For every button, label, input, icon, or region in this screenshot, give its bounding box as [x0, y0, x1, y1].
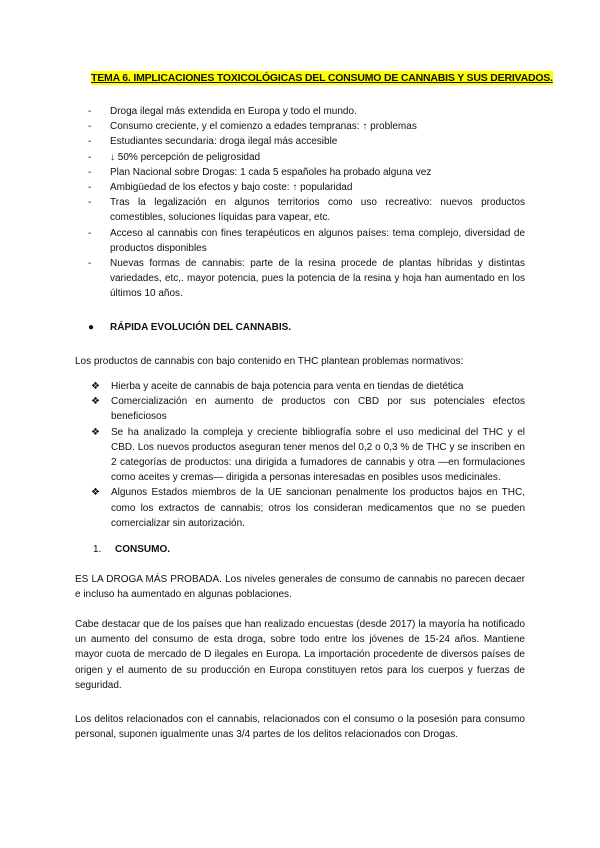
bullet-dot-icon: ●	[88, 322, 95, 333]
list-item: - Tras la legalización en algunos territorios como uso recreativo: nuevos productos comestibles, soluciones líquidas para vapear, etc.	[88, 197, 525, 224]
consumo-paragraph-1: ES LA DROGA MÁS PROBADA. Los niveles generales de consumo de cannabis no parecen decaer e incluso ha aumentado en algunas poblaciones.	[75, 574, 525, 601]
list-item: - Estudiantes secundaria: droga ilegal más accesible	[88, 134, 525, 149]
list-item: ❖ Hierba y aceite de cannabis de baja potencia para venta en tiendas de dietética	[91, 379, 525, 394]
list-item: - Plan Nacional sobre Drogas: 1 cada 5 españoles ha probado alguna vez	[88, 165, 525, 180]
section-number: 1.	[93, 544, 102, 555]
dash-marker: -	[88, 166, 92, 178]
list-item: - Droga ilegal más extendida en Europa y todo el mundo.	[88, 104, 525, 119]
dash-marker: -	[88, 197, 92, 209]
diamond-bullet-icon: ❖	[91, 381, 100, 392]
dash-marker: -	[88, 136, 92, 148]
diamond-bullet-icon: ❖	[91, 487, 100, 499]
consumo-paragraph-3: Los delitos relacionados con el cannabis, relacionados con el consumo o la posesión para consumo personal, suponen igualmente unas 3/4 partes de los delitos relacionados con Drogas.	[75, 714, 525, 741]
list-item: ❖ Comercialización en aumento de productos con CBD por sus potenciales efectos beneficiosos	[91, 396, 525, 423]
document-title: TEMA 6. IMPLICACIONES TOXICOLÓGICAS DEL CONSUMO DE CANNABIS Y SUS DERIVADOS.	[91, 72, 553, 84]
section-heading-text: RÁPIDA EVOLUCIÓN DEL CANNABIS.	[110, 322, 292, 333]
diamond-bullet-icon: ❖	[91, 426, 100, 438]
list-item: - ↓ 50% percepción de peligrosidad	[88, 150, 525, 165]
section-heading-text: CONSUMO.	[115, 544, 170, 555]
section-heading-evolucion	[88, 321, 291, 335]
diamond-bullet-icon: ❖	[91, 396, 100, 408]
list-item: - Consumo creciente, y el comienzo a edades tempranas: ↑ problemas	[88, 119, 525, 134]
diamond-bullet-list	[91, 379, 525, 531]
dash-marker: -	[88, 151, 92, 163]
dash-marker: -	[88, 182, 92, 194]
consumo-paragraph-2: Cabe destacar que de los países que han realizado encuestas (desde 2017) la mayoría ha notificado un aumento del consumo de esta droga, sobre todo entre los jóvenes de 15-24 años. Mantiene mayor cuota de mercado de D ilegales en Europa. La importación procedente de diversos países de origen y el aumento de su producción en Europa constituyen retos para los cuerpos y fuerzas de seguridad.	[75, 619, 525, 691]
dash-marker: -	[88, 258, 92, 270]
list-item: ❖ Algunos Estados miembros de la UE sancionan penalmente los productos bajos en THC, como los extractos de cannabis; otros los consideran medicamentos que no se pueden comercializar sin autorización.	[91, 487, 525, 529]
list-item: - Acceso al cannabis con fines terapéuticos en algunos países: tema complejo, diversidad de productos disponibles	[88, 227, 525, 254]
section-heading-consumo	[93, 543, 170, 557]
intro-bullet-list	[88, 104, 525, 302]
dash-marker: -	[88, 121, 92, 133]
dash-marker: -	[88, 106, 92, 117]
dash-marker: -	[88, 227, 92, 239]
section-intro-paragraph: Los productos de cannabis con bajo contenido en THC plantean problemas normativos:	[75, 356, 464, 367]
list-item: ❖ Se ha analizado la compleja y creciente bibliografía sobre el uso medicinal del THC y el CBD. Los nuevos productos aseguran tener menos del 0,2 o 0,3 % de THC y se inscriben en 2 categorías de productos: una dirigida a fumadores de cannabis y otra —en formulaciones como aceites y cremas— dirigida a personas interesadas en posibles usos medicinales.	[91, 426, 525, 484]
list-item: - Ambigüedad de los efectos y bajo coste: ↑ popularidad	[88, 180, 525, 195]
list-item: - Nuevas formas de cannabis: parte de la resina procede de plantas híbridas y distintas variedades, etc,. mayor potencia, pues la potencia de la resina y hoja han aumentado en los últimos 10 años.	[88, 258, 525, 300]
